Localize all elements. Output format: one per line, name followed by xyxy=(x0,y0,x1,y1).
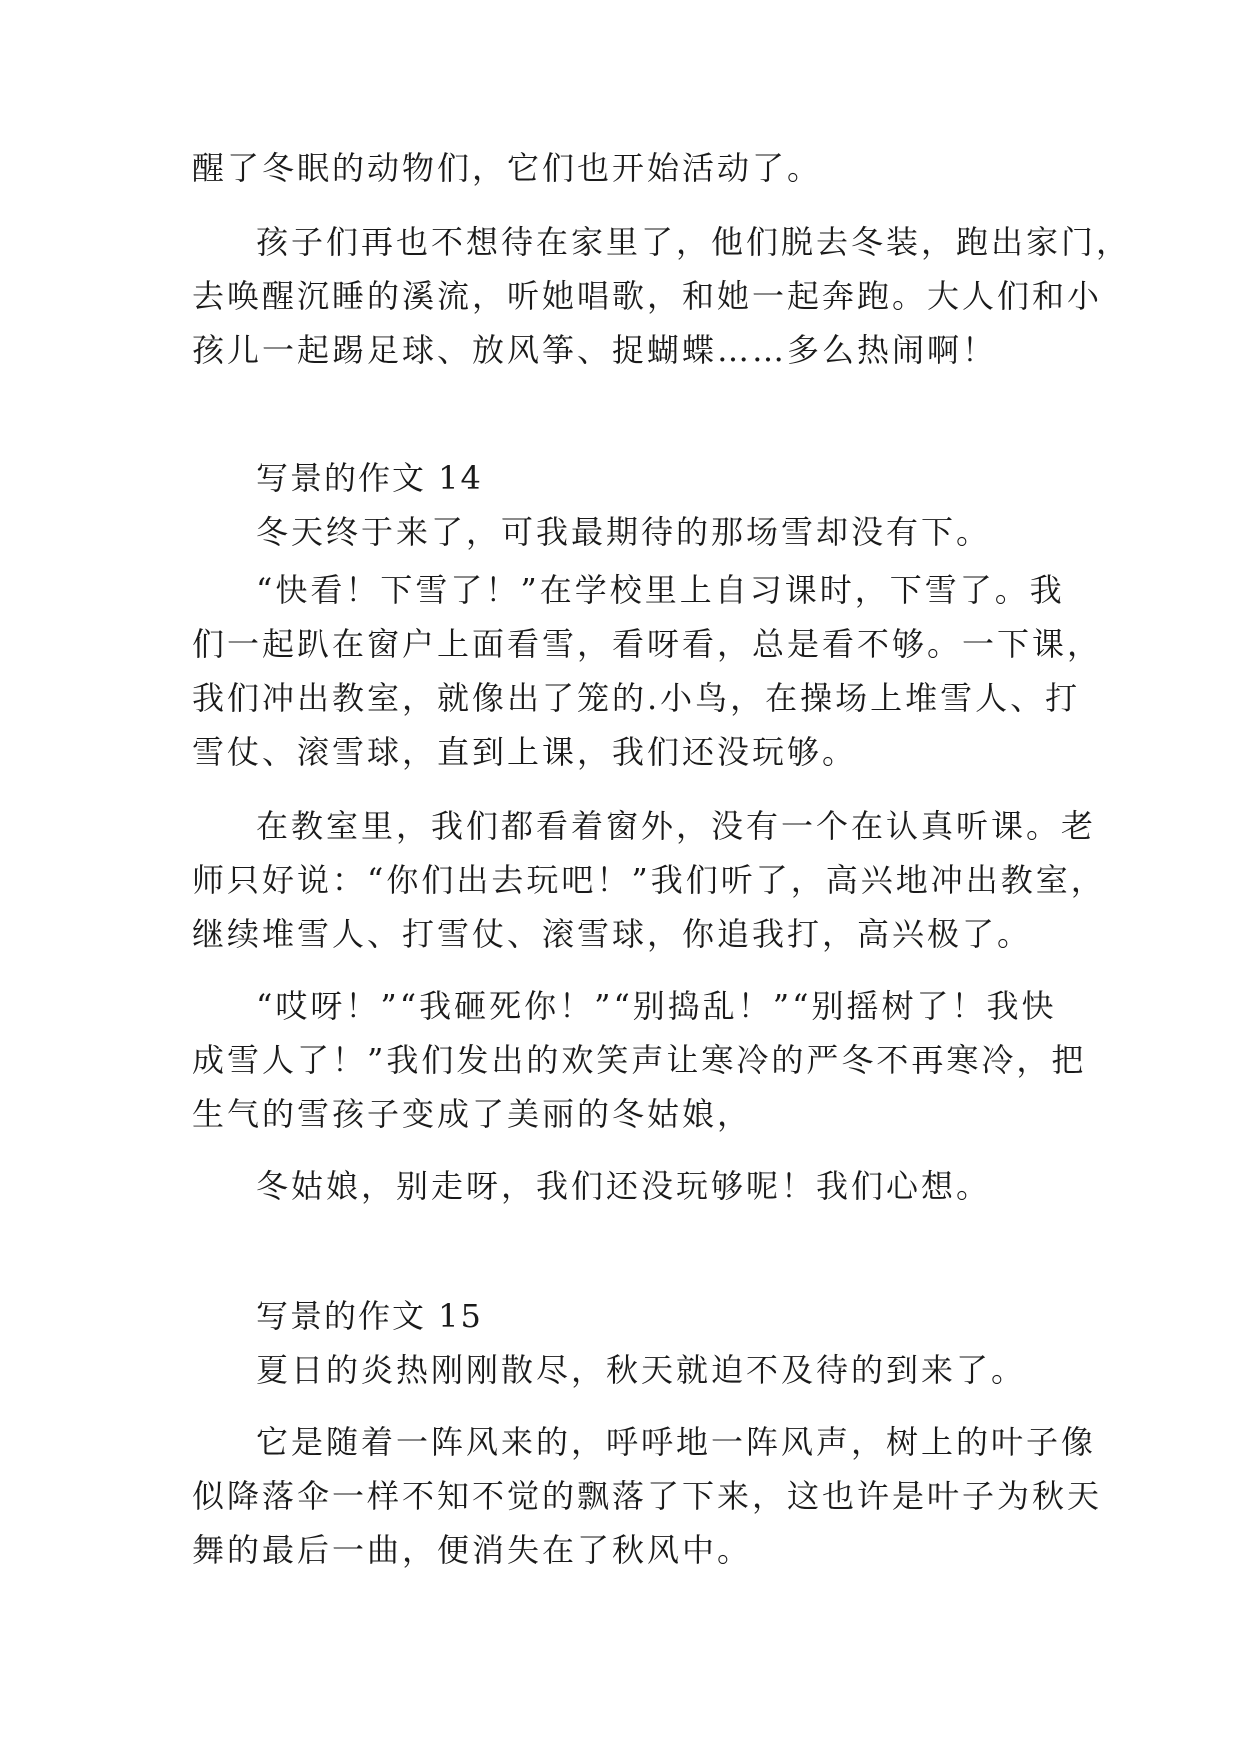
paragraph-start-line: 它是随着一阵风来的，呼呼地一阵风声，树上的叶子像 xyxy=(256,1423,1097,1461)
text-line: 生气的雪孩子变成了美丽的冬姑娘， xyxy=(192,1095,753,1133)
section-heading-15: 写景的作文 15 xyxy=(256,1297,483,1335)
paragraph-start-line: 冬姑娘，别走呀，我们还没玩够呢！我们心想。 xyxy=(256,1167,992,1205)
paragraph-start-line: “哎呀！”“我砸死你！”“别捣乱！”“别摇树了！我快 xyxy=(256,987,1057,1025)
text-line: 似降落伞一样不知不觉的飘落了下来，这也许是叶子为秋天 xyxy=(192,1477,1103,1515)
text-line: 雪仗、滚雪球，直到上课，我们还没玩够。 xyxy=(192,733,858,771)
text-line: 师只好说：“你们出去玩吧！”我们听了，高兴地冲出教室， xyxy=(192,861,1106,899)
paragraph-start-line: 孩子们再也不想待在家里了，他们脱去冬装，跑出家门， xyxy=(256,223,1132,261)
text-line: 我们冲出教室，就像出了笼的.小鸟，在操场上堆雪人、打 xyxy=(192,679,1081,717)
text-line: 舞的最后一曲，便消失在了秋风中。 xyxy=(192,1531,753,1569)
text-line: 们一起趴在窗户上面看雪，看呀看，总是看不够。一下课， xyxy=(192,625,1103,663)
text-line: 成雪人了！”我们发出的欢笑声让寒冷的严冬不再寒冷，把 xyxy=(192,1041,1087,1079)
paragraph-start-line: 夏日的炎热刚刚散尽，秋天就迫不及待的到来了。 xyxy=(256,1351,1027,1389)
text-line: 孩儿一起踢足球、放风筝、捉蝴蝶……多么热闹啊！ xyxy=(192,331,998,369)
text-line: 继续堆雪人、打雪仗、滚雪球，你追我打，高兴极了。 xyxy=(192,915,1033,953)
paragraph-start-line: “快看！下雪了！”在学校里上自习课时，下雪了。我 xyxy=(256,571,1065,609)
paragraph-start-line: 冬天终于来了，可我最期待的那场雪却没有下。 xyxy=(256,513,992,551)
paragraph-start-line: 在教室里，我们都看着窗外，没有一个在认真听课。老 xyxy=(256,807,1097,845)
section-heading-14: 写景的作文 14 xyxy=(256,459,483,497)
text-line: 去唤醒沉睡的溪流，听她唱歌，和她一起奔跑。大人们和小 xyxy=(192,277,1103,315)
text-line: 醒了冬眠的动物们，它们也开始活动了。 xyxy=(192,149,823,187)
